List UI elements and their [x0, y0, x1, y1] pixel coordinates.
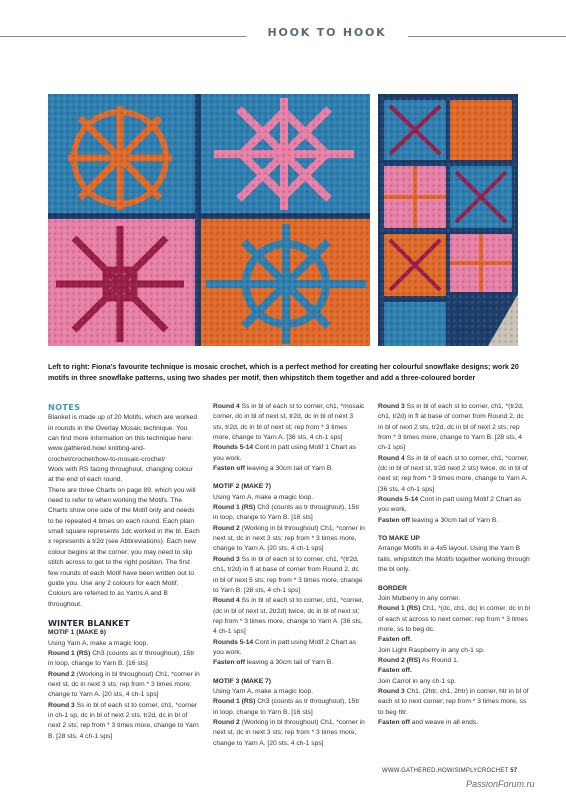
instruction: Round 2 (RS) As Round 1. — [378, 656, 459, 664]
footer-url[interactable]: WWW.GATHERED.HOW/SIMPLYCROCHET — [382, 768, 509, 774]
watermark: PassionForum.ru — [466, 779, 535, 789]
instruction: Round 4 Ss in bl of each st to corner, ch1, *corner, (dc in bl of next st, tr2d next 2 sts) twice, dc in bl of next st; rep from * 3 times more, change to Yarn A. [36 sts, 4 ch-1 sps] — [378, 454, 529, 493]
motif-2-heading: MOTIF 2 (MAKE 7) — [213, 483, 271, 491]
instruction: Round 3 Ss in bl of each st to corner, ch1, *(tr2d, ch1, tr2d) in fl at base of corner from Round 2, dc in bl of next 5 sts; rep from * 3 times more, change to Yarn B. [28 sts, 4 ch-1 sps] — [213, 555, 363, 594]
instruction: Round 2 (Working in bl throughout) Ch1, *corner in next st, dc in next 3 sts; rep from * 3 times more, change to Yarn A. [20 sts, 4 ch-1 sps] — [213, 718, 365, 747]
column-2 — [213, 402, 365, 749]
page-number: 57 — [510, 768, 518, 774]
blanket-draped-photo — [378, 94, 518, 346]
instruction: Fasten off leaving a 30cm tail of Yarn B. — [213, 465, 334, 473]
instruction: Fasten off. — [378, 667, 412, 675]
motif-1-heading: MOTIF 1 (MAKE 6) — [48, 629, 106, 637]
instruction: Join Carrot in any ch-1 sp. — [378, 677, 457, 685]
notes-paragraph: There are three Charts on page 89, which you will need to refer to when working the Motifs. The Charts show one side of the Motif only and needs to be repeated 4 times on each round. Each plain small square represents 1dc worked in the bl. Each x represents a tr2d (see Abbreviations). Each new colour begins at the corner; you may need to slip stitch across to get to the right position. The first few rounds of each Motif have been written out to guide you. Use any 2 colours for each Motif. Colours are referred to as Yarns A and B throughout. — [48, 486, 200, 608]
motif-3-heading: MOTIF 3 (MAKE 7) — [213, 677, 271, 685]
instruction: Arrange Motifs in a 4x5 layout. Using the Yarn B tails, whipstitch the Motifs together working through the bl only. — [378, 545, 530, 574]
instruction: Round 3 Ss in bl of each st to corner, ch1, *corner in ch-1 sp, dc in bl of next 2 sts, tr2d, dc in bl of next 2 sts; rep from * 3 times more, change to Yarn B. [28 sts, 4 ch-1 sps] — [48, 701, 199, 740]
instruction: Join Mulberry in any corner. — [378, 594, 461, 602]
instruction: Round 1 (RS) Ch3 (counts as tr throughout), 15tr in loop, change to Yarn B. [16 sts] — [213, 504, 360, 522]
instruction: Using Yarn A, make a magic loop. — [48, 639, 149, 647]
photo-caption: Left to right: Fiona’s favourite technique is mosaic crochet, which is a perfect method for creating her colourful snowflake designs; work 20 motifs in three snowflake patterns, using two shades per motif, then whipstitch them together and add a three-coloured border — [48, 363, 519, 382]
instruction: Round 2 (Working in bl throughout) Ch1, *corner in next st, dc in next 3 sts; rep from * 3 times more, change to Yarn A. [20 sts, 4 ch-1 sps] — [48, 670, 200, 699]
blanket-draped-illustration — [378, 94, 518, 346]
instruction: Round 1 (RS) Ch1, *(dc, ch1, dc) in corner, dc in bl of each st across to next corner; rep from * 3 times more, ss to beg dc. — [378, 605, 531, 633]
instruction: Fasten off and weave in all ends. — [378, 718, 478, 726]
instruction: Using Yarn A, make a magic loop. — [213, 493, 314, 501]
instruction: Fasten off leaving a 30cm tail of Yarn B. — [213, 659, 334, 667]
column-1 — [48, 402, 200, 742]
instruction: Using Yarn A, make a magic loop. — [213, 687, 314, 695]
notes-paragraph: Blanket is made up of 20 Motifs, which are worked in rounds in the Overlay Mosaic technique. You can find more information on this technique here: www.gathered.how/ knitting-and-crochet/crochet/how-to-mosaic-crochet/ — [48, 414, 198, 463]
instruction: Round 4 Ss in bl of each st to corner, ch1, *mosaic corner, dc in bl of next st, tr2d, dc in bl of next 3 sts, tr2d, dc in bl of next st; rep from * 3 times more, change to Yarn A. [36 sts, 4 ch-1 sps] — [213, 403, 365, 442]
instruction: Round 3 Ss in bl of each st to corner, ch1, *(tr2d, ch1, tr2d) in fl at base of corner from Round 2, dc in bl of next 2 sts, tr2d, dc in bl of next 2 sts; rep from * 3 times more, change to Yarn B. [28 sts, 4 ch-1 sps] — [378, 403, 524, 452]
instruction: Rounds 5-14 Cont in patt using Motif 2 Chart as you work. — [213, 638, 357, 656]
page-footer — [382, 768, 517, 774]
make-up-heading: TO MAKE UP — [378, 535, 420, 543]
column-3 — [378, 402, 530, 728]
header-rule-right — [408, 36, 566, 37]
notes-paragraph: Work with RS facing throughout, changing colour at the end of each round. — [48, 466, 193, 484]
instruction: Fasten off leaving a 30cm tail of Yarn B. — [378, 516, 499, 524]
blanket-closeup-illustration — [48, 94, 370, 346]
instruction: Round 3 Ch1, (2htr, ch1, 2htr) in corner, htr in bl of each st to next corner; rep from * 3 times more, ss to beg htr. — [378, 687, 529, 716]
section-title: HOOK TO HOOK — [267, 26, 387, 39]
instruction: Join Light Raspberry in any ch-1 sp. — [378, 646, 485, 654]
instruction: Round 1 (RS) Ch3 (counts as tr throughout), 15tr in loop, change to Yarn B. [16 sts] — [48, 649, 195, 668]
winter-blanket-heading: WINTER BLANKET — [48, 617, 130, 628]
instruction: Fasten off. — [378, 636, 412, 644]
blanket-closeup-photo — [48, 94, 370, 346]
instruction: Round 1 (RS) Ch3 (counts as tr throughout), 15tr in loop, change to Yarn B. [16 sts] — [213, 698, 360, 716]
notes-heading: NOTES — [48, 402, 81, 412]
instruction: Round 4 Ss in bl of each st to corner, ch1, *corner, (dc in bl of next st, 2tr2d) twice, dc in bl of next st; rep from * 3 times more, change to Yarn A. [36 sts, 4 ch-1 sps] — [213, 597, 364, 636]
instruction: Round 2 (Working in bl throughout) Ch1, *corner in next st, dc in next 3 sts; rep from * 3 times more, change to Yarn A. [20 sts, 4 ch-1 sps] — [213, 524, 365, 553]
header-rule-left — [0, 36, 246, 37]
border-heading: BORDER — [378, 584, 407, 592]
instruction: Rounds 5-14 Cont in patt using Motif 1 Chart as you work. — [213, 444, 357, 462]
instruction: Rounds 5-14 Cont in patt using Motif 2 Chart as you work. — [378, 496, 522, 514]
